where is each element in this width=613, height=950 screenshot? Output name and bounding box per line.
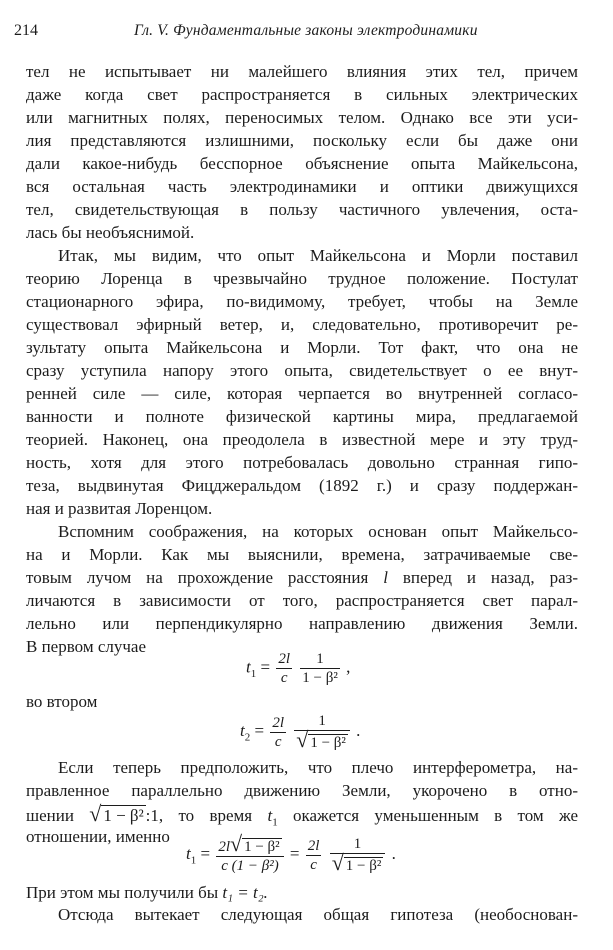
denominator: 1 − β² bbox=[302, 670, 338, 686]
text-span: окажется уменьшенным в том же bbox=[293, 806, 579, 825]
text-line: лия представляются излишними, поскольку если бы даже они bbox=[26, 131, 578, 150]
text-line: ренней силе — силе, которая черпается во внутренней согласо- bbox=[26, 384, 578, 403]
text-span: вперед и назад, раз- bbox=[402, 568, 578, 587]
sqrt bbox=[230, 831, 282, 856]
page-header bbox=[14, 22, 593, 44]
numerator: 2l bbox=[307, 837, 320, 854]
text-line: тел не испытывает ни малейшего влияния этих тел, причем bbox=[26, 62, 578, 81]
text-line: на и Морли. Как мы выяснили, времена, затрачиваемые све- bbox=[26, 545, 578, 564]
text-line: теза, выдвинутая Фицджеральдом (1892 г.) и сразу поддержан- bbox=[26, 476, 578, 495]
sqrt bbox=[330, 850, 386, 875]
text-line: отношении, именно bbox=[26, 827, 170, 846]
text-line bbox=[26, 801, 579, 829]
sqrt bbox=[294, 727, 350, 752]
variable-l: l bbox=[383, 568, 388, 587]
equation-t1-contracted: $t_1$ = $\frac{\text{2l√ 1 − β²}}{\text{c (1 − β²)}}$ = $\frac{2l}{c}$ $\frac{1}{\text{√ 1 − β²}}$ . bbox=[186, 831, 396, 875]
radicand: 1 − β² bbox=[244, 839, 280, 855]
radical-sign: √ bbox=[296, 727, 309, 752]
running-title: Гл. V. Фундаментальные законы электродинамики bbox=[134, 22, 478, 39]
fraction bbox=[294, 712, 350, 752]
variable-t: t bbox=[267, 806, 273, 825]
fraction bbox=[306, 837, 322, 874]
equality: t₁ = t₂. bbox=[222, 883, 268, 902]
text-line: зультату опыта Майкельсона и Морли. Тот факт, что она не bbox=[26, 338, 578, 357]
text-line bbox=[26, 568, 578, 588]
eq-lhs: t bbox=[246, 657, 251, 677]
text-line: ность, хотя для этого потребовалась довольно странная гипо- bbox=[26, 453, 578, 472]
fraction bbox=[330, 835, 386, 875]
denominator: 1 − β² bbox=[310, 735, 346, 751]
numerator: 1 bbox=[294, 712, 350, 731]
text-line: правленное параллельно движению Земли, укорочено в отно- bbox=[26, 781, 578, 800]
denominator: c bbox=[310, 856, 317, 873]
text-line: Отсюда вытекает следующая общая гипотеза (необоснован- bbox=[58, 905, 578, 924]
text-line: личаются в зависимости от того, распространяется свет парал- bbox=[26, 591, 578, 610]
radical-sign: √ bbox=[331, 850, 344, 875]
text-line: даже когда свет распространяется в сильных электрических bbox=[26, 85, 578, 104]
text-line: Вспомним соображения, на которых основан опыт Майкельсо- bbox=[58, 522, 578, 541]
text-line: вся остальная часть электродинамики и оптики движущихся bbox=[26, 177, 578, 196]
text-line: тел, свидетельствующая в пользу частичного увлечения, оста- bbox=[26, 200, 578, 219]
text-line: лась бы необъяснимой. bbox=[26, 223, 195, 242]
text-line: В первом случае bbox=[26, 637, 146, 656]
punctuation: , bbox=[346, 657, 351, 677]
eq-lhs: t bbox=[240, 720, 245, 740]
text-line: сразу уступила напору этого опыта, свидетельствует о ее внут- bbox=[26, 361, 578, 380]
sqrt bbox=[89, 801, 145, 826]
text-line: ная и развитая Лоренцом. bbox=[26, 499, 213, 518]
fraction bbox=[216, 831, 283, 875]
fraction bbox=[300, 650, 340, 687]
eq-sub: 2 bbox=[244, 731, 251, 744]
fraction bbox=[270, 714, 286, 751]
radical-sign: √ bbox=[89, 801, 102, 826]
text-line: дали какое-нибудь бесспорное объяснение опыта Майкельсона, bbox=[26, 154, 578, 173]
text-line: теорией. Наконец, она преодолела в известной мере и эту труд- bbox=[26, 430, 578, 449]
ratio: :1, bbox=[145, 806, 164, 825]
text-span: товым лучом на прохождение расстояния bbox=[26, 568, 369, 587]
denominator: 1 − β² bbox=[345, 858, 382, 874]
equation-t2: $t_2$ = $\frac{2l}{c}$ $\frac{1}{\text{√ 1 − β²}}$ . bbox=[240, 713, 361, 752]
text-line: существовал эфирный ветер, и, следовательно, противоречит ре- bbox=[26, 315, 578, 334]
text-line: стационарного эфира, по-видимому, требует, чтобы на Земле bbox=[26, 292, 578, 311]
punctuation: . bbox=[391, 843, 396, 863]
punctuation: . bbox=[356, 720, 361, 740]
equation-t1: $t_1$ = $\frac{2l}{c}$ $\frac{1}{\text{1 − β²}}$ , bbox=[246, 651, 351, 686]
radical-sign: √ bbox=[230, 831, 243, 856]
text-line: или магнитных полях, переносимых телом. Однако все эти уси- bbox=[26, 108, 578, 127]
denominator: c (1 − β²) bbox=[221, 858, 279, 874]
num-part: 2l bbox=[218, 839, 230, 855]
text-line: Итак, мы видим, что опыт Майкельсона и Морли поставил bbox=[58, 246, 578, 265]
fraction bbox=[276, 650, 292, 687]
numerator: 2l bbox=[278, 651, 290, 667]
radicand: 1 − β² bbox=[103, 806, 144, 825]
text-line: во втором bbox=[26, 692, 98, 711]
text-span: то время bbox=[178, 806, 253, 825]
eq-sub: 1 bbox=[250, 667, 257, 680]
text-span: шении bbox=[26, 806, 74, 825]
page-number: 214 bbox=[14, 22, 38, 39]
subscript: 1 bbox=[272, 816, 278, 829]
numerator bbox=[216, 831, 283, 857]
text-line: ванности и полноте физической картины мира, предлагаемой bbox=[26, 407, 578, 426]
numerator: 1 bbox=[330, 835, 386, 854]
text-line: лельно или перпендикулярно направлению движения Земли. bbox=[26, 614, 578, 633]
denominator: c bbox=[280, 670, 288, 686]
eq-lhs: t bbox=[186, 843, 191, 863]
text-span: При этом мы получили бы bbox=[26, 883, 219, 902]
eq-sub: 1 bbox=[190, 854, 197, 867]
numerator: 1 bbox=[300, 650, 340, 669]
numerator: 2l bbox=[272, 714, 284, 731]
denominator: c bbox=[274, 733, 282, 750]
text-line: Если теперь предположить, что плечо интерферометра, на- bbox=[58, 758, 578, 777]
text-line bbox=[26, 883, 578, 903]
text-line: теорию Лоренца в чрезвычайно трудное положение. Постулат bbox=[26, 269, 578, 288]
